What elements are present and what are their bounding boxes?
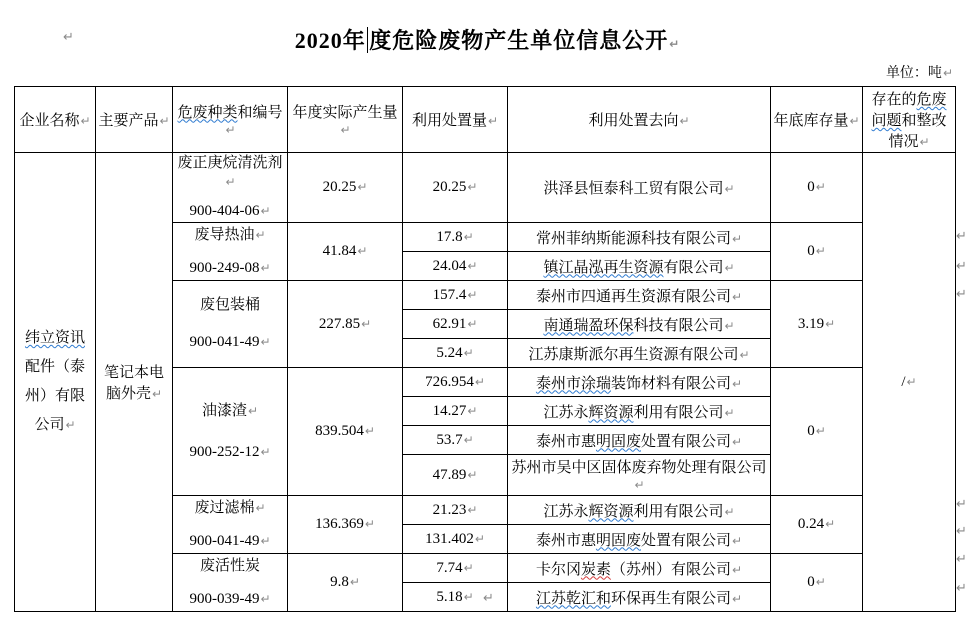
disposal-amount-cell [403, 496, 508, 525]
pilcrow-mark: ↵ [724, 504, 735, 519]
pilcrow-mark: ↵ [724, 405, 735, 420]
text-segment: 47.89 [432, 466, 467, 483]
waste-name [175, 557, 285, 576]
pilcrow-mark: ↵ [731, 289, 743, 304]
text-segment: 装饰材料有限公司 [610, 375, 731, 392]
text-segment: 726.954 [425, 373, 474, 390]
column-header [771, 87, 863, 153]
document-page [0, 26, 975, 631]
text-segment: / [901, 373, 906, 390]
pilcrow-mark: ↵ [474, 374, 485, 389]
table-body [15, 153, 956, 612]
text-segment: 辉资源 [588, 503, 634, 520]
waste-name [175, 154, 285, 192]
disposal-amount-cell [403, 339, 508, 368]
annual-amount-cell [288, 281, 403, 368]
waste-code [175, 443, 285, 462]
pilcrow-mark: ↵ [463, 560, 474, 575]
text-segment: 江苏乾汇和 [535, 590, 611, 607]
waste-type-cell [173, 496, 288, 554]
pilcrow-mark: ↵ [463, 589, 474, 604]
text-segment: 131.402 [425, 530, 474, 547]
disposal-destination-cell [508, 397, 771, 426]
text-segment: 处置有限公司 [640, 532, 731, 549]
waste-name [175, 296, 285, 315]
text-segment: 0.24 [797, 516, 825, 532]
text-segment: 存在的 [871, 92, 917, 108]
pilcrow-mark: ↵ [815, 180, 826, 194]
pilcrow-mark: ↵ [364, 517, 375, 531]
column-header [173, 87, 288, 153]
text-segment: 利用有限公司 [633, 404, 724, 421]
text-segment: 废过滤棉 [194, 499, 255, 516]
title-text-post: 度危险废物产生单位信息公开 [369, 28, 669, 53]
text-segment: 利用有限公司 [633, 503, 724, 520]
waste-name [175, 499, 285, 518]
annual-amount-cell [288, 368, 403, 496]
text-segment: 洪泽县恒泰科工贸有限公司 [543, 181, 724, 197]
text-segment: 明固废 [595, 532, 641, 549]
row-end-mark: ↵ [956, 524, 967, 539]
pilcrow-mark: ↵ [467, 502, 478, 517]
pilcrow-mark: ↵ [731, 591, 743, 606]
text-segment: 900-252-12 [189, 443, 260, 460]
text-segment: 20.25 [432, 179, 467, 195]
pilcrow-mark: ↵ [260, 533, 271, 548]
text-segment: 0 [807, 423, 815, 439]
pilcrow-mark: ↵ [463, 345, 474, 360]
waste-code [175, 333, 285, 352]
text-segment: 和整改情况 [888, 113, 947, 150]
pilcrow-mark: ↵ [364, 424, 375, 438]
pilcrow-mark: ↵ [357, 244, 368, 258]
column-header [508, 87, 771, 153]
text-segment: 废活性炭 [199, 557, 260, 574]
problems-cell [863, 153, 956, 612]
text-segment: 5.18 [436, 588, 463, 605]
inventory-cell [771, 368, 863, 496]
text-segment: 苏州市吴中区固体废弃物处理有限公司 [511, 460, 767, 476]
pilcrow-mark: ↵ [467, 316, 478, 331]
pilcrow-mark: ↵ [467, 258, 478, 273]
text-segment: 泰州市惠 [535, 532, 596, 549]
main-product-cell [96, 153, 173, 612]
pilcrow-mark: ↵ [731, 434, 743, 449]
unit-label [0, 64, 953, 83]
disposal-destination-cell [508, 455, 771, 496]
column-header [96, 87, 173, 153]
pilcrow-mark: ↵ [65, 418, 76, 432]
annual-amount-cell [288, 496, 403, 554]
text-segment: 0 [807, 243, 815, 259]
text-segment: 纬立资讯 [24, 330, 85, 346]
column-header [15, 87, 96, 153]
pilcrow-mark: ↵ [361, 316, 372, 331]
waste-type-cell [173, 223, 288, 281]
text-segment: 839.504 [315, 423, 364, 439]
pilcrow-mark: ↵ [815, 424, 826, 438]
text-segment: 江苏永 [543, 503, 589, 520]
disposal-destination-cell [508, 223, 771, 252]
pilcrow-mark: ↵ [731, 231, 743, 246]
waste-name [175, 226, 285, 245]
disposal-amount-cell [403, 368, 508, 397]
text-segment: 9.8 [330, 574, 349, 590]
annual-amount-cell [288, 153, 403, 223]
disposal-amount-cell [403, 455, 508, 496]
text-segment: 900-249-08 [189, 259, 260, 276]
disposal-destination-cell [508, 368, 771, 397]
text-segment: 0 [807, 179, 815, 195]
pilcrow-mark: ↵ [349, 575, 360, 589]
text-segment: 炭素 [580, 561, 611, 578]
pilcrow-mark: ↵ [260, 204, 271, 218]
text-segment: 900-404-06 [189, 203, 260, 219]
text-segment: 900-041-49 [189, 532, 260, 549]
pilcrow-mark: ↵ [679, 114, 690, 128]
text-segment: 有限公司 [663, 259, 724, 276]
inventory-cell [771, 496, 863, 554]
disposal-destination-cell [508, 310, 771, 339]
pilcrow-mark: ↵ [724, 318, 735, 333]
disposal-destination-cell [508, 426, 771, 455]
text-segment: 泰州市惠 [535, 433, 596, 450]
pilcrow-mark: ↵ [80, 114, 91, 128]
paragraph-mark: ↵ [63, 30, 74, 45]
pilcrow-mark: ↵ [357, 180, 368, 194]
disposal-amount-cell [403, 525, 508, 554]
pilcrow-mark: ↵ [225, 122, 236, 137]
text-segment: 废包装桶 [199, 297, 260, 313]
text-segment: （苏州）有限公司 [610, 561, 731, 578]
text-segment: 21.23 [432, 501, 467, 518]
table-row [15, 153, 956, 223]
table-header-row [15, 87, 956, 153]
column-header [403, 87, 508, 153]
disposal-destination-cell [508, 525, 771, 554]
text-segment: 900-039-49 [189, 590, 260, 607]
disposal-amount-cell [403, 426, 508, 455]
pilcrow-mark: ↵ [487, 114, 499, 128]
text-segment: 企业名称 [19, 113, 80, 129]
text-segment: 157.4 [432, 286, 467, 303]
pilcrow-mark: ↵ [724, 260, 735, 275]
row-end-mark: ↵ [956, 552, 967, 567]
pilcrow-mark: ↵ [669, 37, 681, 51]
waste-type-cell [173, 281, 288, 368]
text-segment: 利用处置量 [411, 113, 487, 129]
disposal-destination-cell [508, 496, 771, 525]
disposal-destination-cell [508, 153, 771, 223]
pilcrow-mark: ↵ [340, 122, 351, 137]
waste-code [175, 259, 285, 278]
text-segment: 0 [807, 574, 815, 590]
pilcrow-mark: ↵ [825, 316, 836, 331]
text-segment: 辉资源 [588, 404, 634, 421]
text-segment: 20.25 [322, 179, 357, 195]
text-segment: 利用处置去向 [588, 113, 679, 129]
pilcrow-mark: ↵ [731, 533, 743, 548]
disposal-amount-cell [403, 554, 508, 583]
pilcrow-mark: ↵ [467, 180, 478, 194]
disposal-destination-cell [508, 252, 771, 281]
text-segment: 环保再生有限公司 [610, 590, 731, 607]
text-segment: 5.24 [436, 344, 463, 361]
disposal-destination-cell [508, 339, 771, 368]
pilcrow-mark: ↵ [467, 467, 478, 482]
waste-code [175, 532, 285, 551]
inventory-cell [771, 223, 863, 281]
row-end-mark: ↵ [956, 497, 967, 512]
text-segment: 南通瑞盈环保 [543, 317, 634, 334]
waste-code [175, 202, 285, 221]
waste-code [175, 590, 285, 609]
pilcrow-mark: ↵ [849, 114, 860, 128]
pilcrow-mark: ↵ [159, 114, 170, 128]
disposal-amount-cell [403, 153, 508, 223]
paragraph-mark: ↵ [483, 591, 494, 606]
pilcrow-mark: ↵ [467, 287, 478, 302]
text-segment: 笔记本电脑外壳 [103, 365, 164, 402]
waste-name [175, 402, 285, 421]
text-segment: 62.91 [432, 315, 467, 332]
disposal-amount-cell [403, 281, 508, 310]
row-end-mark: ↵ [956, 581, 967, 596]
row-end-mark: ↵ [956, 259, 967, 274]
text-segment: 227.85 [318, 315, 361, 332]
text-segment: 废正庚烷清洗剂 [177, 155, 283, 171]
pilcrow-mark: ↵ [260, 444, 271, 459]
inventory-cell [771, 554, 863, 612]
text-segment: 41.84 [322, 243, 357, 259]
pilcrow-mark: ↵ [825, 517, 836, 531]
waste-type-cell [173, 368, 288, 496]
pilcrow-mark: ↵ [739, 347, 750, 362]
text-segment: 53.7 [436, 431, 463, 448]
pilcrow-mark: ↵ [260, 591, 271, 606]
pilcrow-mark: ↵ [260, 260, 271, 275]
text-segment: 年底库存量 [773, 113, 849, 129]
pilcrow-mark: ↵ [225, 175, 236, 189]
pilcrow-mark: ↵ [260, 335, 271, 349]
disposal-destination-cell [508, 583, 771, 612]
text-segment: 和编号 [237, 104, 283, 121]
annual-amount-cell [288, 223, 403, 281]
title-text-pre: 2020年 [294, 28, 366, 53]
pilcrow-mark: ↵ [463, 432, 474, 447]
text-segment: 废导热油 [194, 226, 255, 243]
pilcrow-mark: ↵ [634, 478, 645, 492]
text-segment: 科技有限公司 [633, 317, 724, 334]
pilcrow-mark: ↵ [474, 531, 485, 546]
pilcrow-mark: ↵ [247, 403, 259, 418]
inventory-cell [771, 281, 863, 368]
text-segment: 配件（泰州）有限公司 [24, 359, 85, 433]
unit-label-text: 单位：吨 [885, 66, 942, 81]
waste-type-cell [173, 153, 288, 223]
pilcrow-mark: ↵ [906, 374, 917, 389]
pilcrow-mark: ↵ [919, 135, 930, 149]
pilcrow-mark: ↵ [463, 229, 474, 244]
text-segment: 泰州市四通再生资源有限公司 [535, 288, 731, 305]
page-title [0, 26, 975, 59]
pilcrow-mark: ↵ [255, 227, 266, 242]
table-header [15, 87, 956, 153]
text-segment: 泰州市涂瑞 [535, 375, 611, 392]
text-segment: 17.8 [436, 228, 463, 245]
text-segment: 136.369 [315, 516, 364, 532]
company-name-cell [15, 153, 96, 612]
text-segment: 危废种类 [177, 104, 238, 121]
text-segment: 3.19 [797, 315, 825, 332]
text-segment: 江苏康斯派尔再生资源有限公司 [528, 346, 739, 363]
disposal-destination-cell [508, 281, 771, 310]
column-header [288, 87, 403, 153]
text-segment: 危废问题 [871, 92, 947, 129]
column-header [863, 87, 956, 153]
text-segment: 900-041-49 [189, 334, 260, 350]
text-segment: 年度实际产生量 [292, 104, 398, 121]
hazardous-waste-table [14, 86, 956, 612]
disposal-destination-cell [508, 554, 771, 583]
text-segment: 镇江晶泓再生资源 [543, 259, 664, 276]
text-segment: 主要产品 [98, 113, 159, 129]
text-segment: 明固废 [595, 433, 641, 450]
pilcrow-mark: ↵ [731, 562, 743, 577]
disposal-amount-cell [403, 397, 508, 426]
inventory-cell [771, 153, 863, 223]
pilcrow-mark: ↵ [467, 403, 478, 418]
pilcrow-mark: ↵ [731, 376, 743, 391]
row-end-mark: ↵ [956, 229, 967, 244]
text-segment: 油漆渣 [201, 402, 247, 419]
waste-type-cell [173, 554, 288, 612]
disposal-amount-cell [403, 252, 508, 281]
text-segment: 7.74 [436, 559, 463, 576]
disposal-amount-cell [403, 223, 508, 252]
pilcrow-mark: ↵ [724, 182, 735, 196]
annual-amount-cell [288, 554, 403, 612]
pilcrow-mark: ↵ [815, 575, 826, 589]
text-segment: 卡尔冈 [535, 561, 581, 578]
pilcrow-mark: ↵ [942, 66, 953, 80]
pilcrow-mark: ↵ [815, 244, 826, 258]
text-segment: 24.04 [432, 257, 467, 274]
text-segment: 处置有限公司 [640, 433, 731, 450]
text-segment: 江苏永 [543, 404, 589, 421]
pilcrow-mark: ↵ [255, 500, 266, 515]
disposal-amount-cell [403, 310, 508, 339]
text-segment: 14.27 [432, 402, 467, 419]
pilcrow-mark: ↵ [151, 387, 163, 401]
row-end-mark: ↵ [956, 287, 967, 302]
text-cursor [367, 27, 369, 53]
text-segment: 常州菲纳斯能源科技有限公司 [535, 230, 731, 247]
